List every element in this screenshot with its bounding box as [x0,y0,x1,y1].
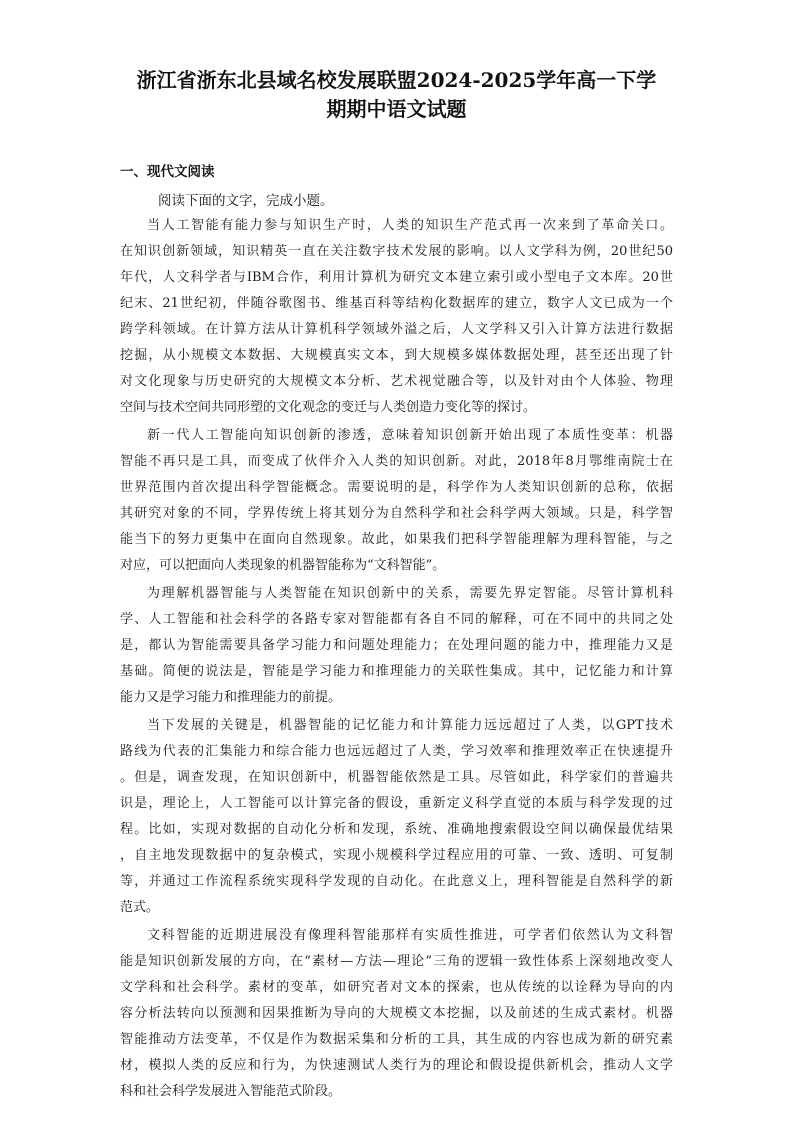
text-line: 文科智能的近期进展没有像理科智能那样有实质性推进，可学者们依然认为文科智 [147,928,673,943]
section-heading: 一、现代文阅读 [120,164,215,180]
text-line: 文学科和社会科学。素材的变革，如研究者对文本的探索，也从传统的以诠释为导向的内 [120,980,673,995]
text-line: 科和社会科学发展进入智能范式阶段。 [120,1084,342,1099]
text-line: 识是，理论上，人工智能可以计算完备的假设，重新定义科学直觉的本质与科学发现的过 [120,796,673,811]
text-line: 空间与技术空间共同形塑的文化观念的变迁与人类创造力变化等的探讨。 [120,400,537,415]
text-line: 挖掘，从小规模文本数据、大规模真实文本，到大规模多媒体数据处理，甚至还出现了针 [120,348,673,363]
text-line: 世界范围内首次提出科学智能概念。需要说明的是，科学作为人类知识创新的总称，依据 [120,480,673,495]
text-line: 等，并通过工作流程系统实现科学发现的自动化。在此意义上，理科智能是自然科学的新 [120,874,673,889]
text-line: 智能推动方法变革，不仅是作为数据采集和分析的工具，其生成的内容也成为新的研究素 [120,1032,673,1047]
title-line-2: 期期中语文试题 [326,97,467,121]
text-line: 在知识创新领域，知识精英一直在关注数字技术发展的影响。以人文学科为例，20世纪50 [120,244,673,259]
text-line: 能力又是学习能力和推理能力的前提。 [120,690,342,705]
text-line: 能是知识创新发展的方向，在“素材—方法—理论”三角的逻辑一致性体系上深刻地改变人 [120,954,673,969]
text-line: 容分析法转向以预测和因果推断为导向的大规模文本挖掘，以及前述的生成式素材。机器 [120,1006,673,1021]
text-line: 基础。简便的说法是，智能是学习能力和推理能力的关联性集成。其中，记忆能力和计算 [120,664,673,679]
text-line: 纪末、21世纪初，伴随谷歌图书、维基百科等结构化数据库的建立，数字人文已成为一个 [120,296,673,311]
text-line: 程。比如，实现对数据的自动化分析和发现，系统、准确地搜索假设空间以确保最优结果 [120,822,673,837]
document-title [110,66,683,124]
text-line: 当人工智能有能力参与知识生产时，人类的知识生产范式再一次来到了革命关口。 [147,218,673,233]
text-line: 为理解机器智能与人类智能在知识创新中的关系，需要先界定智能。尽管计算机科 [147,586,673,601]
text-line: 年代，人文科学者与IBM合作，利用计算机为研究文本建立索引或小型电子文本库。20世 [120,270,673,285]
text-line: 。但是，调查发现，在知识创新中，机器智能依然是工具。尽管如此，科学家们的普遍共 [120,770,673,785]
text-line: 智能不再只是工具，而变成了伙伴介入人类的知识创新。对此，2018年8月鄂维南院士在 [120,454,673,469]
text-line: 路线为代表的汇集能力和综合能力也远远超过了人类，学习效率和推理效率正在快速提升 [120,744,673,759]
text-line: 范式。 [120,900,160,915]
text-line: 材，模拟人类的反应和行为，为快速测试人类行为的理论和假设提供新机会，推动人文学 [120,1058,673,1073]
title-line-1: 浙江省浙东北县域名校发展联盟2024-2025学年高一下学 [136,68,657,92]
text-line: 是，都认为智能需要具备学习能力和问题处理能力；在处理问题的能力中，推理能力又是 [120,638,673,653]
text-line: 跨学科领域。在计算方法从计算机科学领域外溢之后，人文学科又引入计算方法进行数据 [120,322,673,337]
text-line: 对文化现象与历史研究的大规模文本分析、艺术视觉融合等，以及针对由个人体验、物理 [120,374,673,389]
text-line: 对应，可以把面向人类现象的机器智能称为“文科智能”。 [120,558,446,573]
text-line: 其研究对象的不同，学界传统上将其划分为自然科学和社会科学两大领域。只是，科学智 [120,506,673,521]
text-line: 学、人工智能和社会科学的各路专家对智能都有各自不同的解释，可在不同中的共同之处 [120,612,673,627]
text-line: ，自主地发现数据中的复杂模式，实现小规模科学过程应用的可靠、一致、透明、可复制 [120,848,673,863]
text-line: 新一代人工智能向知识创新的渗透，意味着知识创新开始出现了本质性变革：机器 [147,428,673,443]
reading-instruction: 阅读下面的文字，完成小题。 [158,193,334,209]
text-line: 能当下的努力更集中在面向自然现象。故此，如果我们把科学智能理解为理科智能，与之 [120,532,673,547]
text-line: 当下发展的关键是，机器智能的记忆能力和计算能力远远超过了人类，以GPT技术 [147,718,673,733]
